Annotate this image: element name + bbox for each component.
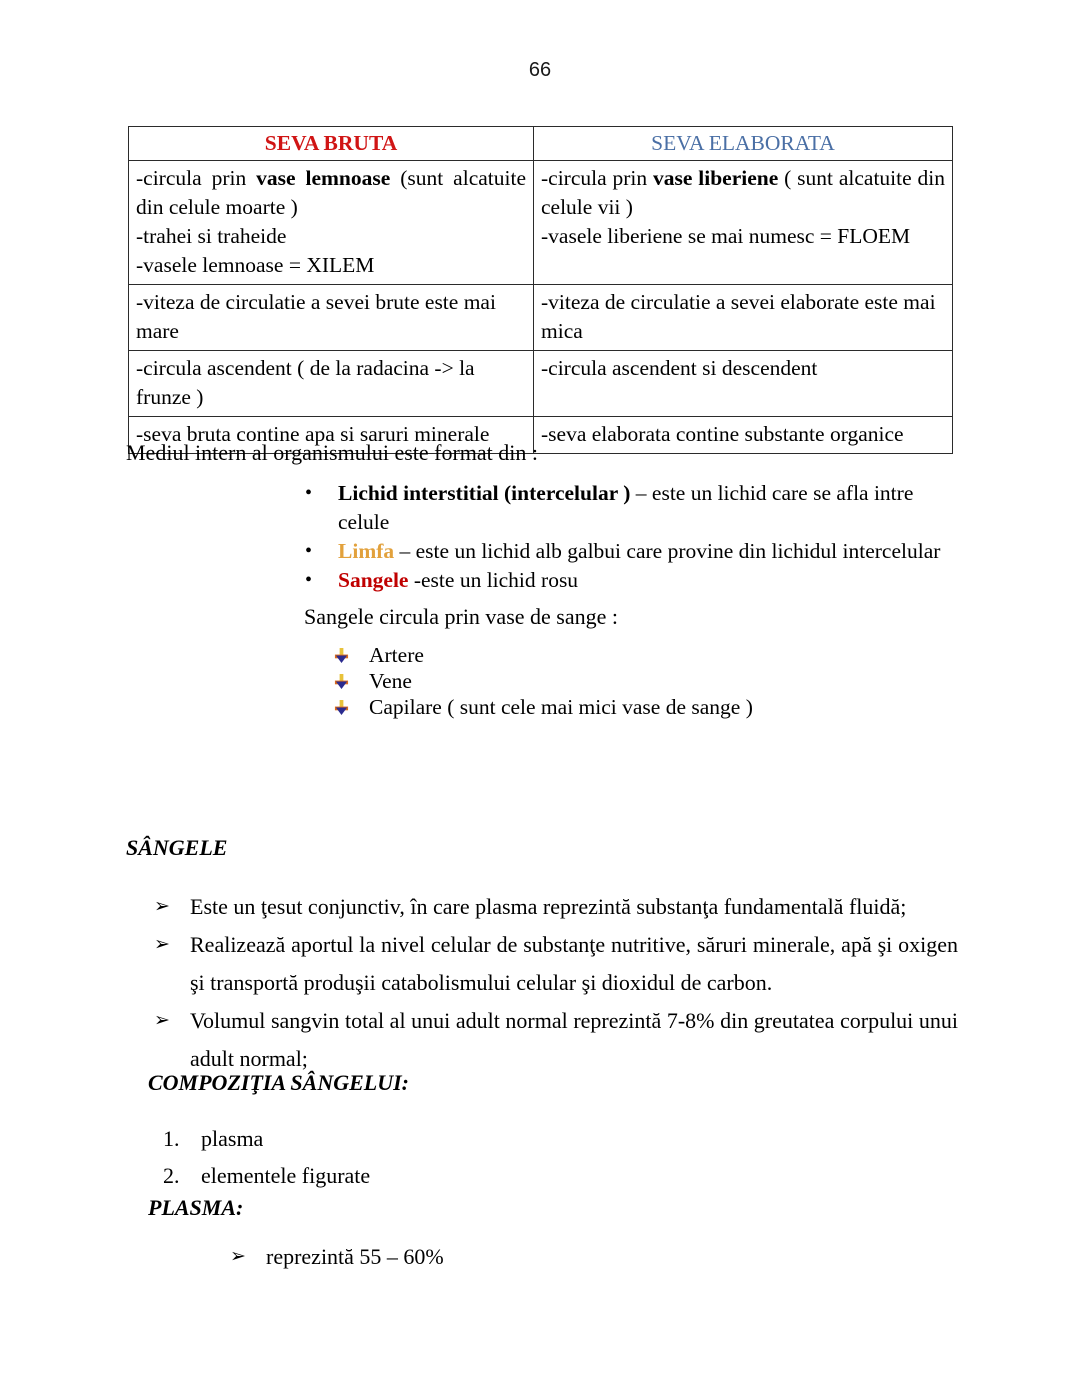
list-item-number: 2. <box>163 1163 180 1188</box>
page-number: 66 <box>528 59 552 81</box>
cell-text-run: -circula prin <box>136 166 257 190</box>
list-item <box>296 479 956 537</box>
table-cell-right-4: -seva elaborata contine substante organice <box>534 417 953 454</box>
table-row <box>129 351 953 417</box>
list-item-lead: Limfa <box>338 539 395 563</box>
list-item-label: Este un ţesut conjunctiv, în care plasma reprezintă substanţa fundamentală fluidă; <box>190 894 907 919</box>
vessels-list <box>330 642 950 720</box>
table-row <box>129 161 953 285</box>
header-seva-elaborata: SEVA ELABORATA <box>651 131 835 155</box>
list-item-label: Volumul sangvin total al unui adult normal reprezintă 7-8% din greutatea corpului unui adult normal; <box>190 1008 958 1071</box>
seva-comparison-table <box>128 126 953 454</box>
list-item-label: Artere <box>369 643 424 667</box>
table-cell-right-1 <box>534 161 953 285</box>
chevron-bullet-icon: ➢ <box>154 1010 170 1031</box>
table-cell-left-4: -seva bruta contine apa si saruri minerale <box>129 417 534 454</box>
intro-paragraph: Mediul intern al organismului este format din : <box>126 440 539 465</box>
bullet-dot-icon: • <box>305 482 313 504</box>
list-item <box>296 537 956 566</box>
cell-text-run: -circula prin <box>541 166 653 190</box>
mediul-intern-list <box>296 479 956 595</box>
list-item-lead: Lichid interstitial (intercelular ) <box>338 481 631 505</box>
list-item-label: elementele figurate <box>201 1163 371 1188</box>
list-item-number: 1. <box>163 1126 180 1151</box>
list-item <box>330 642 950 668</box>
list-item-rest: – este un lichid care se afla intre celule <box>338 481 914 534</box>
table-cell-right-3: -circula ascendent si descendent <box>534 351 953 417</box>
down-arrow-bullet-icon <box>334 700 349 715</box>
plasma-list <box>226 1242 726 1272</box>
table-header-cell-left <box>129 127 534 161</box>
table-header-row <box>129 127 953 161</box>
list-item-lead: Sangele <box>338 568 409 592</box>
list-item <box>150 1002 958 1078</box>
cell-text-bold: vase liberiene <box>653 166 779 190</box>
bullet-dot-icon: • <box>305 569 313 591</box>
list-item <box>330 694 950 720</box>
list-item <box>163 1120 663 1157</box>
compozitie-list <box>163 1120 663 1194</box>
table-header-cell-right <box>534 127 953 161</box>
list-item-label: Vene <box>369 669 412 693</box>
down-arrow-bullet-icon <box>334 674 349 689</box>
cell-paragraph <box>541 164 945 222</box>
list-item-label: Capilare ( sunt cele mai mici vase de sange ) <box>369 695 753 719</box>
sangele-list <box>150 888 958 1078</box>
chevron-bullet-icon: ➢ <box>154 896 170 917</box>
list-item-rest: -este un lichid rosu <box>408 568 579 592</box>
vessels-intro-paragraph: Sangele circula prin vase de sange : <box>304 604 618 629</box>
section-heading-plasma: PLASMA: <box>148 1195 244 1220</box>
section-heading-sangele: SÂNGELE <box>126 835 228 860</box>
table-cell-left-2: -viteza de circulatie a sevei brute este mai mare <box>129 285 534 351</box>
list-item-label: Realizează aportul la nivel celular de substanţe nutritive, săruri minerale, apă şi oxigen şi transportă produşii catabolismului celular şi dioxidul de carbon. <box>190 932 958 995</box>
cell-paragraph: -trahei si traheide <box>136 224 287 248</box>
list-item <box>226 1242 726 1272</box>
cell-paragraph <box>136 164 526 222</box>
cell-paragraph: -vasele lemnoase = XILEM <box>136 253 375 277</box>
list-item <box>150 926 958 1002</box>
list-item-rest: – este un lichid alb galbui care provine din lichidul intercelular <box>394 539 941 563</box>
cell-paragraph: -vasele liberiene se mai numesc = FLOEM <box>541 224 911 248</box>
chevron-bullet-icon: ➢ <box>230 1246 246 1267</box>
down-arrow-bullet-icon <box>334 648 349 663</box>
cell-text-bold: vase lemnoase <box>256 166 401 190</box>
list-item <box>150 888 958 926</box>
list-item-label: reprezintă 55 – 60% <box>266 1244 444 1269</box>
cell-text-run: ( sunt alcatuite din celule vii ) <box>541 166 945 219</box>
table-cell-right-2: -viteza de circulatie a sevei elaborate este mai mica <box>534 285 953 351</box>
header-seva-bruta: SEVA BRUTA <box>264 131 398 155</box>
list-item <box>163 1157 663 1194</box>
list-item <box>296 566 956 595</box>
table-cell-left-3: -circula ascendent ( de la radacina -> la frunze ) <box>129 351 534 417</box>
cell-text-run: (sunt alcatuite din celule moarte ) <box>136 166 526 219</box>
section-heading-compozitie: COMPOZIŢIA SÂNGELUI: <box>148 1070 409 1095</box>
list-item <box>330 668 950 694</box>
table-cell-left-1 <box>129 161 534 285</box>
table-row <box>129 285 953 351</box>
list-item-label: plasma <box>201 1126 264 1151</box>
bullet-dot-icon: • <box>305 540 313 562</box>
chevron-bullet-icon: ➢ <box>154 934 170 955</box>
